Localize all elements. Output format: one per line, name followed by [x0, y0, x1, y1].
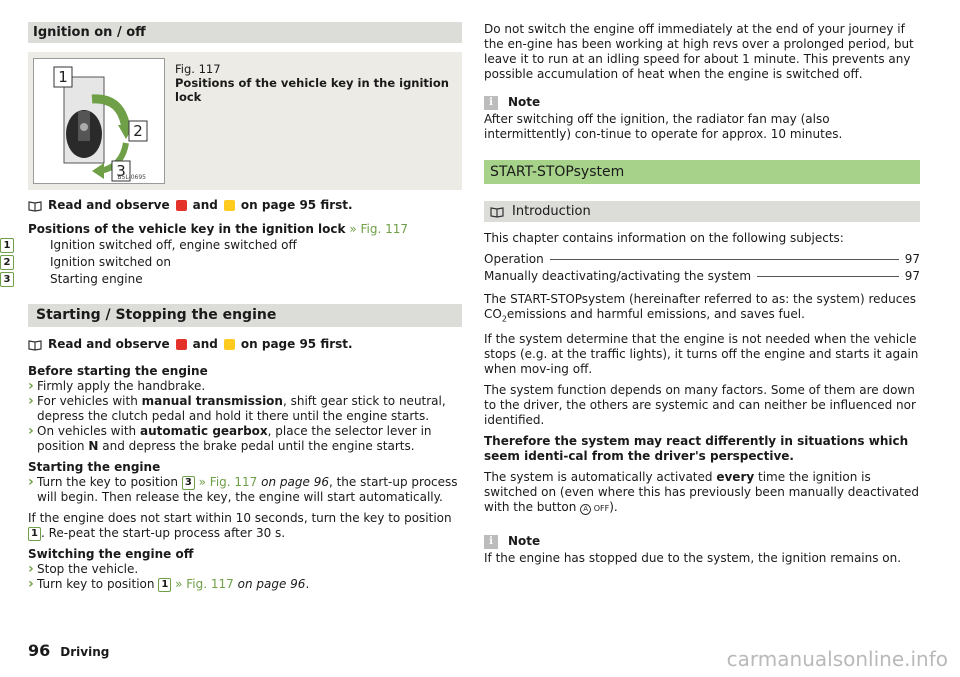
figure-caption: [175, 62, 462, 104]
left-column: [3, 22, 462, 592]
fig-position-2: 2: [133, 122, 143, 140]
figure-label: Fig. 117: [175, 62, 221, 76]
retry-paragraph: If the engine does not start within 10 seconds, turn the key to position 1 . Re-peat the start-up process after 30 s.: [28, 511, 452, 540]
note-1: i Note: [484, 95, 920, 110]
list-item: › Turn key to position 1 » Fig. 117 on page 96.: [28, 577, 462, 592]
info-icon: i: [484, 535, 498, 549]
note-1-text: After switching off the ignition, the radiator fan may (also intermittently) con-tinue to operate for approx. 10 minutes.: [484, 112, 843, 141]
paragraph-activation: The system is automatically activated every time the ignition is switched on (even where this has previously been manually deactivated with the button A OFF).: [484, 470, 919, 515]
info-icon: i: [484, 96, 498, 110]
list-item: › Firmly apply the handbrake.: [28, 379, 462, 394]
watermark: carmanualsonline.info: [726, 647, 948, 671]
caution-yellow-icon: [224, 200, 235, 211]
list-item: › Stop the vehicle.: [28, 562, 462, 577]
note-2: i Note: [484, 534, 920, 549]
positions-heading: Positions of the vehicle key in the ignition lock » Fig. 117: [28, 222, 409, 236]
section-title-starting: Starting / Stopping the engine: [28, 304, 462, 327]
book-icon: [490, 206, 504, 218]
page-number: 96: [28, 641, 51, 660]
starting-heading: Starting the engine: [28, 460, 161, 474]
toc: [484, 252, 920, 286]
start-stop-button-icon: A OFF: [580, 504, 609, 513]
chapter-text: This chapter contains information on the following subjects:: [484, 231, 844, 245]
ignition-key-illustration: [33, 58, 165, 184]
section-title-start-stop: START-STOPsystem: [484, 160, 920, 184]
caution-yellow-icon: [224, 339, 235, 350]
note-2-text: If the engine has stopped due to the system, the ignition remains on.: [484, 551, 902, 566]
list-item: 2 Ignition switched on: [28, 254, 462, 271]
right-column: [484, 22, 920, 566]
warning-red-icon: [176, 200, 187, 211]
toc-row[interactable]: Operation 97: [484, 252, 920, 266]
chapter-name: Driving: [60, 645, 110, 659]
list-item: › On vehicles with automatic gearbox, place the selector lever in position N and depress the brake pedal until the engine starts.: [28, 424, 462, 454]
fig-link[interactable]: » Fig. 117: [175, 577, 234, 591]
fig-link[interactable]: » Fig. 117: [349, 222, 409, 236]
fig-code: B5L-0695: [117, 174, 146, 181]
book-icon: [28, 200, 42, 212]
key-positions-icon: [34, 59, 164, 183]
fig-position-3: 3: [116, 162, 126, 180]
paragraph-co2: The START-STOPsystem (hereinafter referred to as: the system) reduces $CO_2emissions$ and harmful emissions, and saves fuel.: [484, 292, 916, 324]
paragraph-determine: If the system determine that the engine is not needed when the vehicle stops (e.g. at the traffic lights), it turns off the engine and starts it again when mov-ing off.: [484, 332, 919, 377]
introduction-heading: Introduction: [484, 201, 920, 222]
toc-row[interactable]: Manually deactivating/activating the system 97: [484, 269, 920, 283]
read-and-observe-2: Read and observe and on page 95 first.: [28, 337, 462, 352]
fig-link[interactable]: » Fig. 117: [198, 475, 258, 489]
figure-caption-text: Positions of the vehicle key in the ignition lock: [175, 76, 449, 104]
warning-red-icon: [176, 339, 187, 350]
fig-position-1: 1: [58, 68, 68, 86]
positions-list: [3, 237, 462, 288]
read-and-observe-1: Read and observe and on page 95 first.: [28, 198, 462, 213]
before-heading: Before starting the engine: [28, 364, 208, 378]
paragraph-warning: Therefore the system may react differently in situations which seem identi-cal from the driver's perspective.: [484, 434, 909, 464]
switch-off-heading: Switching the engine off: [28, 547, 194, 561]
section-title-ignition: Ignition on / off: [28, 22, 462, 43]
figure-117: [28, 52, 462, 190]
page-footer: [28, 643, 109, 660]
list-item: › For vehicles with manual transmission, shift gear stick to neutral, depress the clutch pedal and hold it there until the engine starts.: [28, 394, 462, 424]
list-item: 1 Ignition switched off, engine switched off: [28, 237, 462, 254]
list-item: 3 Starting engine: [28, 271, 462, 288]
intro-paragraph: Do not switch the engine off immediately at the end of your journey if the en-gine has been working at high revs over a prolonged period, but leave it to run at an idling speed for about 1 minute. This prevents any possible accumulation of heat when the engine is switched off.: [484, 22, 914, 81]
list-item: › Turn the key to position 3 » Fig. 117 on page 96, the start-up process will begin. Then release the key, the engine will start automatically.: [28, 475, 462, 505]
book-icon: [28, 339, 42, 351]
paragraph-factors: The system function depends on many factors. Some of them are down to the driver, the others are systemic and can neither be influenced nor identified.: [484, 383, 916, 428]
